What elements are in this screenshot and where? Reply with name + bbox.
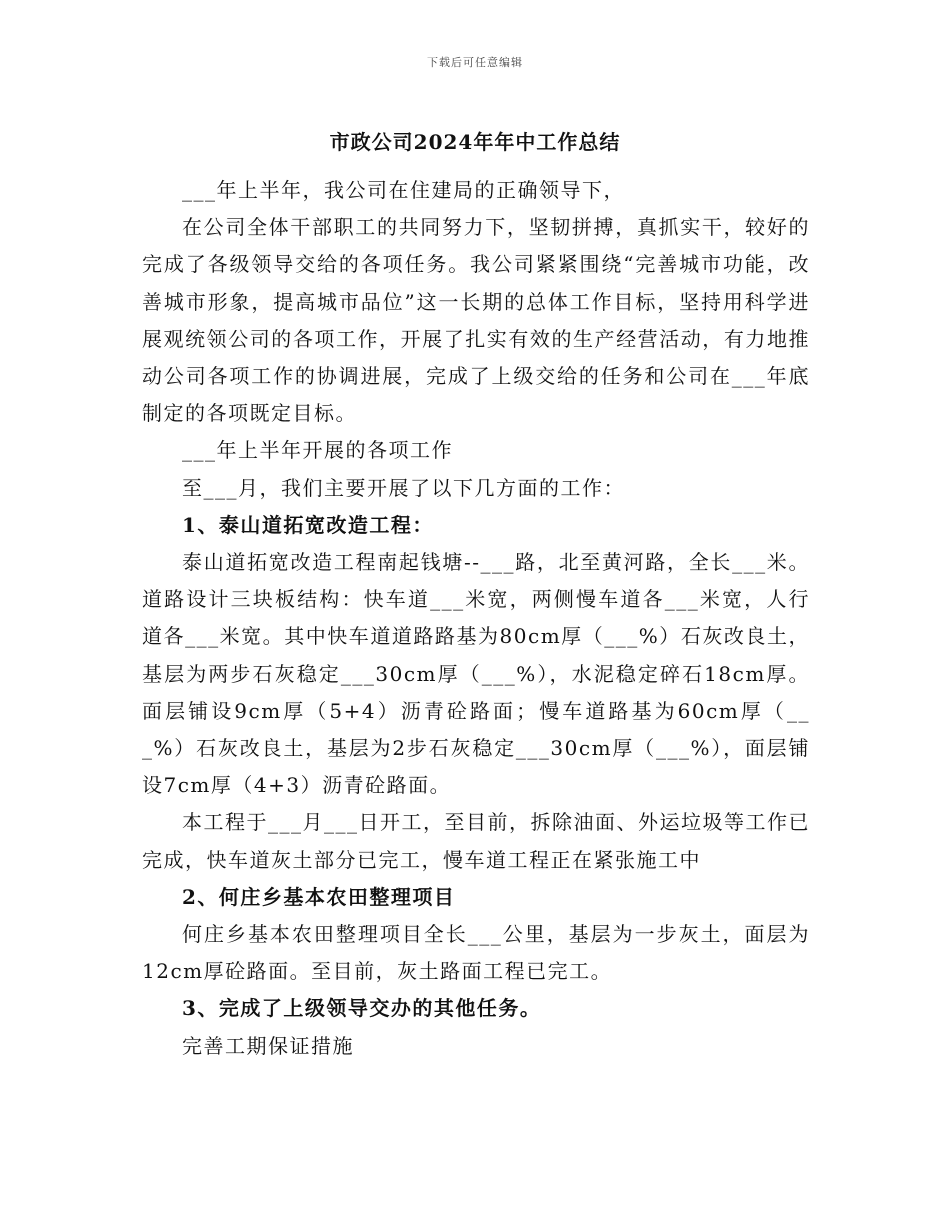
heading-other-tasks: 3、完成了上级领导交办的其他任务。	[182, 996, 542, 1021]
paragraph-schedule-measures: 完善工期保证措施	[182, 1033, 354, 1058]
paragraph-work-intro: 至___月，我们主要开展了以下几方面的工作：	[182, 475, 625, 500]
paragraph-taishan-road-progress: 本工程于___月___日开工，至目前，拆除油面、外运垃圾等工作已完成，快车道灰土部分已完工，慢车道工程正在紧张施工中	[142, 810, 810, 872]
paragraph-summary: 在公司全体干部职工的共同努力下，坚韧拼搏，真抓实干，较好的完成了各级领导交给的各项任务。我公司紧紧围绕“完善城市功能，改善城市形象，提高城市品位”这一长期的总体工作目标，坚持用科学进展观统领公司的各项工作，开展了扎实有效的生产经营活动，有力地推动公司各项工作的协调进展，完成了上级交给的任务和公司在___年底制定的各项既定目标。	[142, 215, 810, 426]
heading-taishan-road: 1、泰山道拓宽改造工程：	[182, 512, 434, 537]
heading-hezhuang-farmland: 2、何庄乡基本农田整理项目	[182, 884, 456, 909]
document-body	[142, 172, 810, 1065]
paragraph-section-title: ___年上半年开展的各项工作	[182, 438, 453, 463]
paragraph-intro: ___年上半年，我公司在住建局的正确领导下，	[182, 178, 625, 202]
paragraph-taishan-road-design: 泰山道拓宽改造工程南起钱塘--___路，北至黄河路，全长___米。道路设计三块板结构：快车道___米宽，两侧慢车道各___米宽，人行道各___米宽。其中快车道道路路基为80cm厚（___%）石灰改良土，基层为两步石灰稳定___30cm厚（___%），水泥稳定碎石18cm厚。面层铺设9cm厚（5+4）沥青砼路面；慢车道路基为60cm厚（___%）石灰改良土，基层为2步石灰稳定___30cm厚（___%），面层铺设7cm厚（4+3）沥青砼路面。	[142, 550, 810, 798]
paragraph-hezhuang-farmland: 何庄乡基本农田整理项目全长___公里，基层为一步灰土，面层为12cm厚砼路面。至目前，灰土路面工程已完工。	[142, 922, 810, 984]
document-title: 市政公司2024年年中工作总结	[329, 130, 621, 154]
header-note: 下载后可任意编辑	[427, 56, 523, 69]
